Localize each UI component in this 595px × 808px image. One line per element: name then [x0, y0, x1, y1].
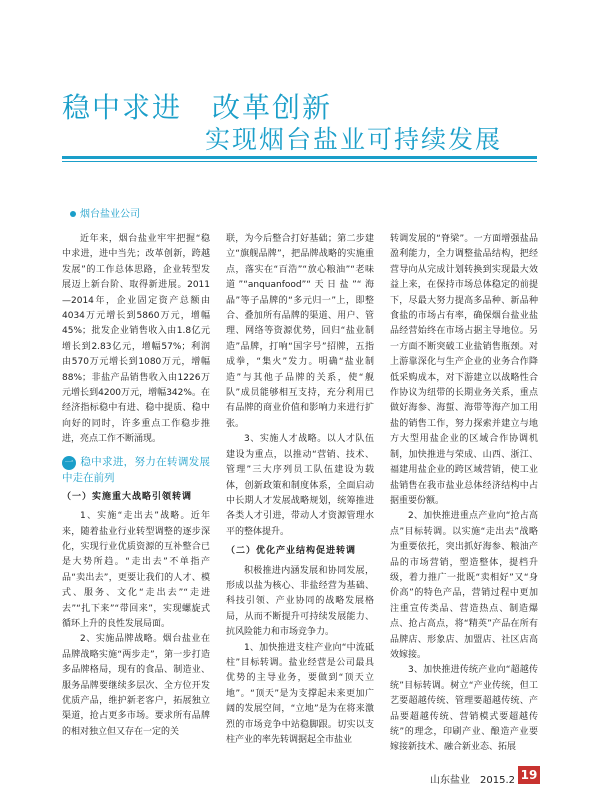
bullet-dot-icon: [70, 211, 76, 217]
paragraph: 3、实施人才战略。以人才队伍建设为重点，以推动“营销、技术、管理”三大序列员工队伍建设为载体，创新政策和制度体系，全面启动中长期人才发展战略规划，统筹推进各类人才引进，带动人才资源管理水平的整体提升。: [226, 434, 374, 537]
title-rule-thin: [62, 161, 537, 162]
paragraph: 转调发展的“脊梁”。一方面增强盐品盈利能力，全力调整盐品结构，把经营导向从完成计划转换到实现最大效益上来，在保持市场总体稳定的前提下，尽最大努力提高多品种、新品种食盐的市场占有率，确保烟台盐业盐品经营始终在市场占据主导地位。另一方面不断突破工业盐销售瓶颈。对上游靠深化与生产企业的业务合作降低采购成本，对下游建立以战略性合作协议为纽带的长期业务关系，重点做好海参、海蜇、海带等海产加工用盐的销售工作，努力探索并建立与地方大型用盐企业的区域合作协调机制，加快推进与荣成、山西、浙江、福建用盐企业的跨区域营销，使工业盐销售在我市盐业总体经济结构中占据重要份额。: [390, 234, 538, 506]
page-number: 19: [518, 766, 540, 784]
paragraph: 联，为今后整合打好基础；第二步建立“旗舰品牌”，把品牌战略的实施重点，落实在“百浩”“放心粮油”“老味道”“anquanfood”“天日盐”“海晶”等子品牌的“多元归一”上，即整合、叠加所有品牌的渠道、用户、管理、网络等资源优势，回归“盐业制造”品牌，打响“国字号”招牌，五指成拳，“集火”发力。明确“盐业制造”与其他子品牌的关系，使“舰队”成员能够相互支持，充分利用已有品牌的商业价值和影响力来进行扩张。: [226, 234, 374, 429]
article-title-line2: 实现烟台盐业可持续发展: [205, 125, 503, 154]
paragraph: 近年来，烟台盐业牢牢把握“稳中求进，进中当先；改革创新，跨越发展”的工作总体思路，企业转型发展迈上新台阶、取得新进展。2011—2014年，企业固定资产总额由4034万元增长到5860万元，增幅45%；批发企业销售收入由1.8亿元增长到2.83亿元，增幅57%；利润由570万元增长到1080万元，增幅88%；非盐产品销售收入由1226万元增长到4200万元，增幅342%。在经济指标稳中有进、稳中提质、稳中向好的同时，许多重点工作稳步推进，亮点工作不断涌现。: [62, 234, 210, 445]
paragraph: 积极推进内涵发展和协同发展，形成以盐为核心、非盐经营为基础、科技引领、产业协同的战略发展格局，从而不断提升可持续发展能力、抗风险能力和市场竞争力。: [226, 565, 374, 638]
paragraph: 3、加快推进传统产业向“超越传统”目标转调。树立“产业传统，但工艺要超越传统、管理要超越传统、产品要超越传统、营销模式要超越传统”的理念，印刷产业、酿造产业要嫁接新技术、融合新业态、拓展: [390, 665, 538, 753]
paragraph: 2、实施品牌战略。烟台盐业在品牌战略实施“两步走”，第一步打造多品牌格局，现有的食品、制造业、服务品牌要继续多层次、全方位开发优质产品，维护新老客户，拓展独立渠道，抢占更多市场。要求所有品牌的相对独立但又存在一定的关: [62, 634, 210, 737]
article-title-line1: 稳中求进 改革创新: [62, 91, 333, 124]
subsection-heading: （二）优化产业结构促进转调: [226, 546, 357, 557]
text-column-1: [62, 232, 210, 740]
journal-footer: 山东盐业 2015.2: [430, 775, 515, 786]
section-heading: [62, 454, 210, 486]
byline-text: 烟台盐业公司: [80, 209, 140, 220]
section-title: 稳中求进，努力在转调发展中走在前列: [62, 455, 210, 484]
title-rule-thick: [62, 156, 537, 159]
paragraph: 2、加快推进重点产业向“抢占高点”目标转调。以实施“走出去”战略为重要依托，突出抓好海参、粮油产品的市场营销，塑造整体，提档升级，着力推广一批既“卖相好”又“身价高”的特色产品，营销过程中更加注重宣传类品、营造热点、制造爆点、抢占高点，将“精英”产品在所有品牌店、形象店、加盟店、社区店高效嫁接。: [390, 511, 538, 660]
paragraph: 1、加快推进支柱产业向“中流砥柱”目标转调。盐业经营是公司最具优势的主导业务，要做到“顶天立地”。“顶天”是为支撑起未来更加广阔的发展空间，“立地”是为在将来激烈的市场竞争中站稳脚跟。切实以支柱产业的率先转调据起全市盐业: [226, 642, 374, 745]
paragraph: 1、实施“走出去”战略。近年来，随着盐业行业转型调整的逐步深化，实现行业优质资源的互补整合已是大势所趋。“走出去”不单指产品“卖出去”，更要让我们的人才、模式、服务、文化“走出去”“走进去”“扎下来”“带回来”，实现螺旋式循环上升的良性发展局面。: [62, 511, 210, 629]
text-column-2: [226, 232, 374, 748]
section-number-badge: 一: [62, 456, 76, 470]
text-column-3: [390, 232, 538, 756]
subsection-heading: （一）实施重大战略引领转调: [62, 491, 193, 502]
byline: [70, 205, 140, 220]
